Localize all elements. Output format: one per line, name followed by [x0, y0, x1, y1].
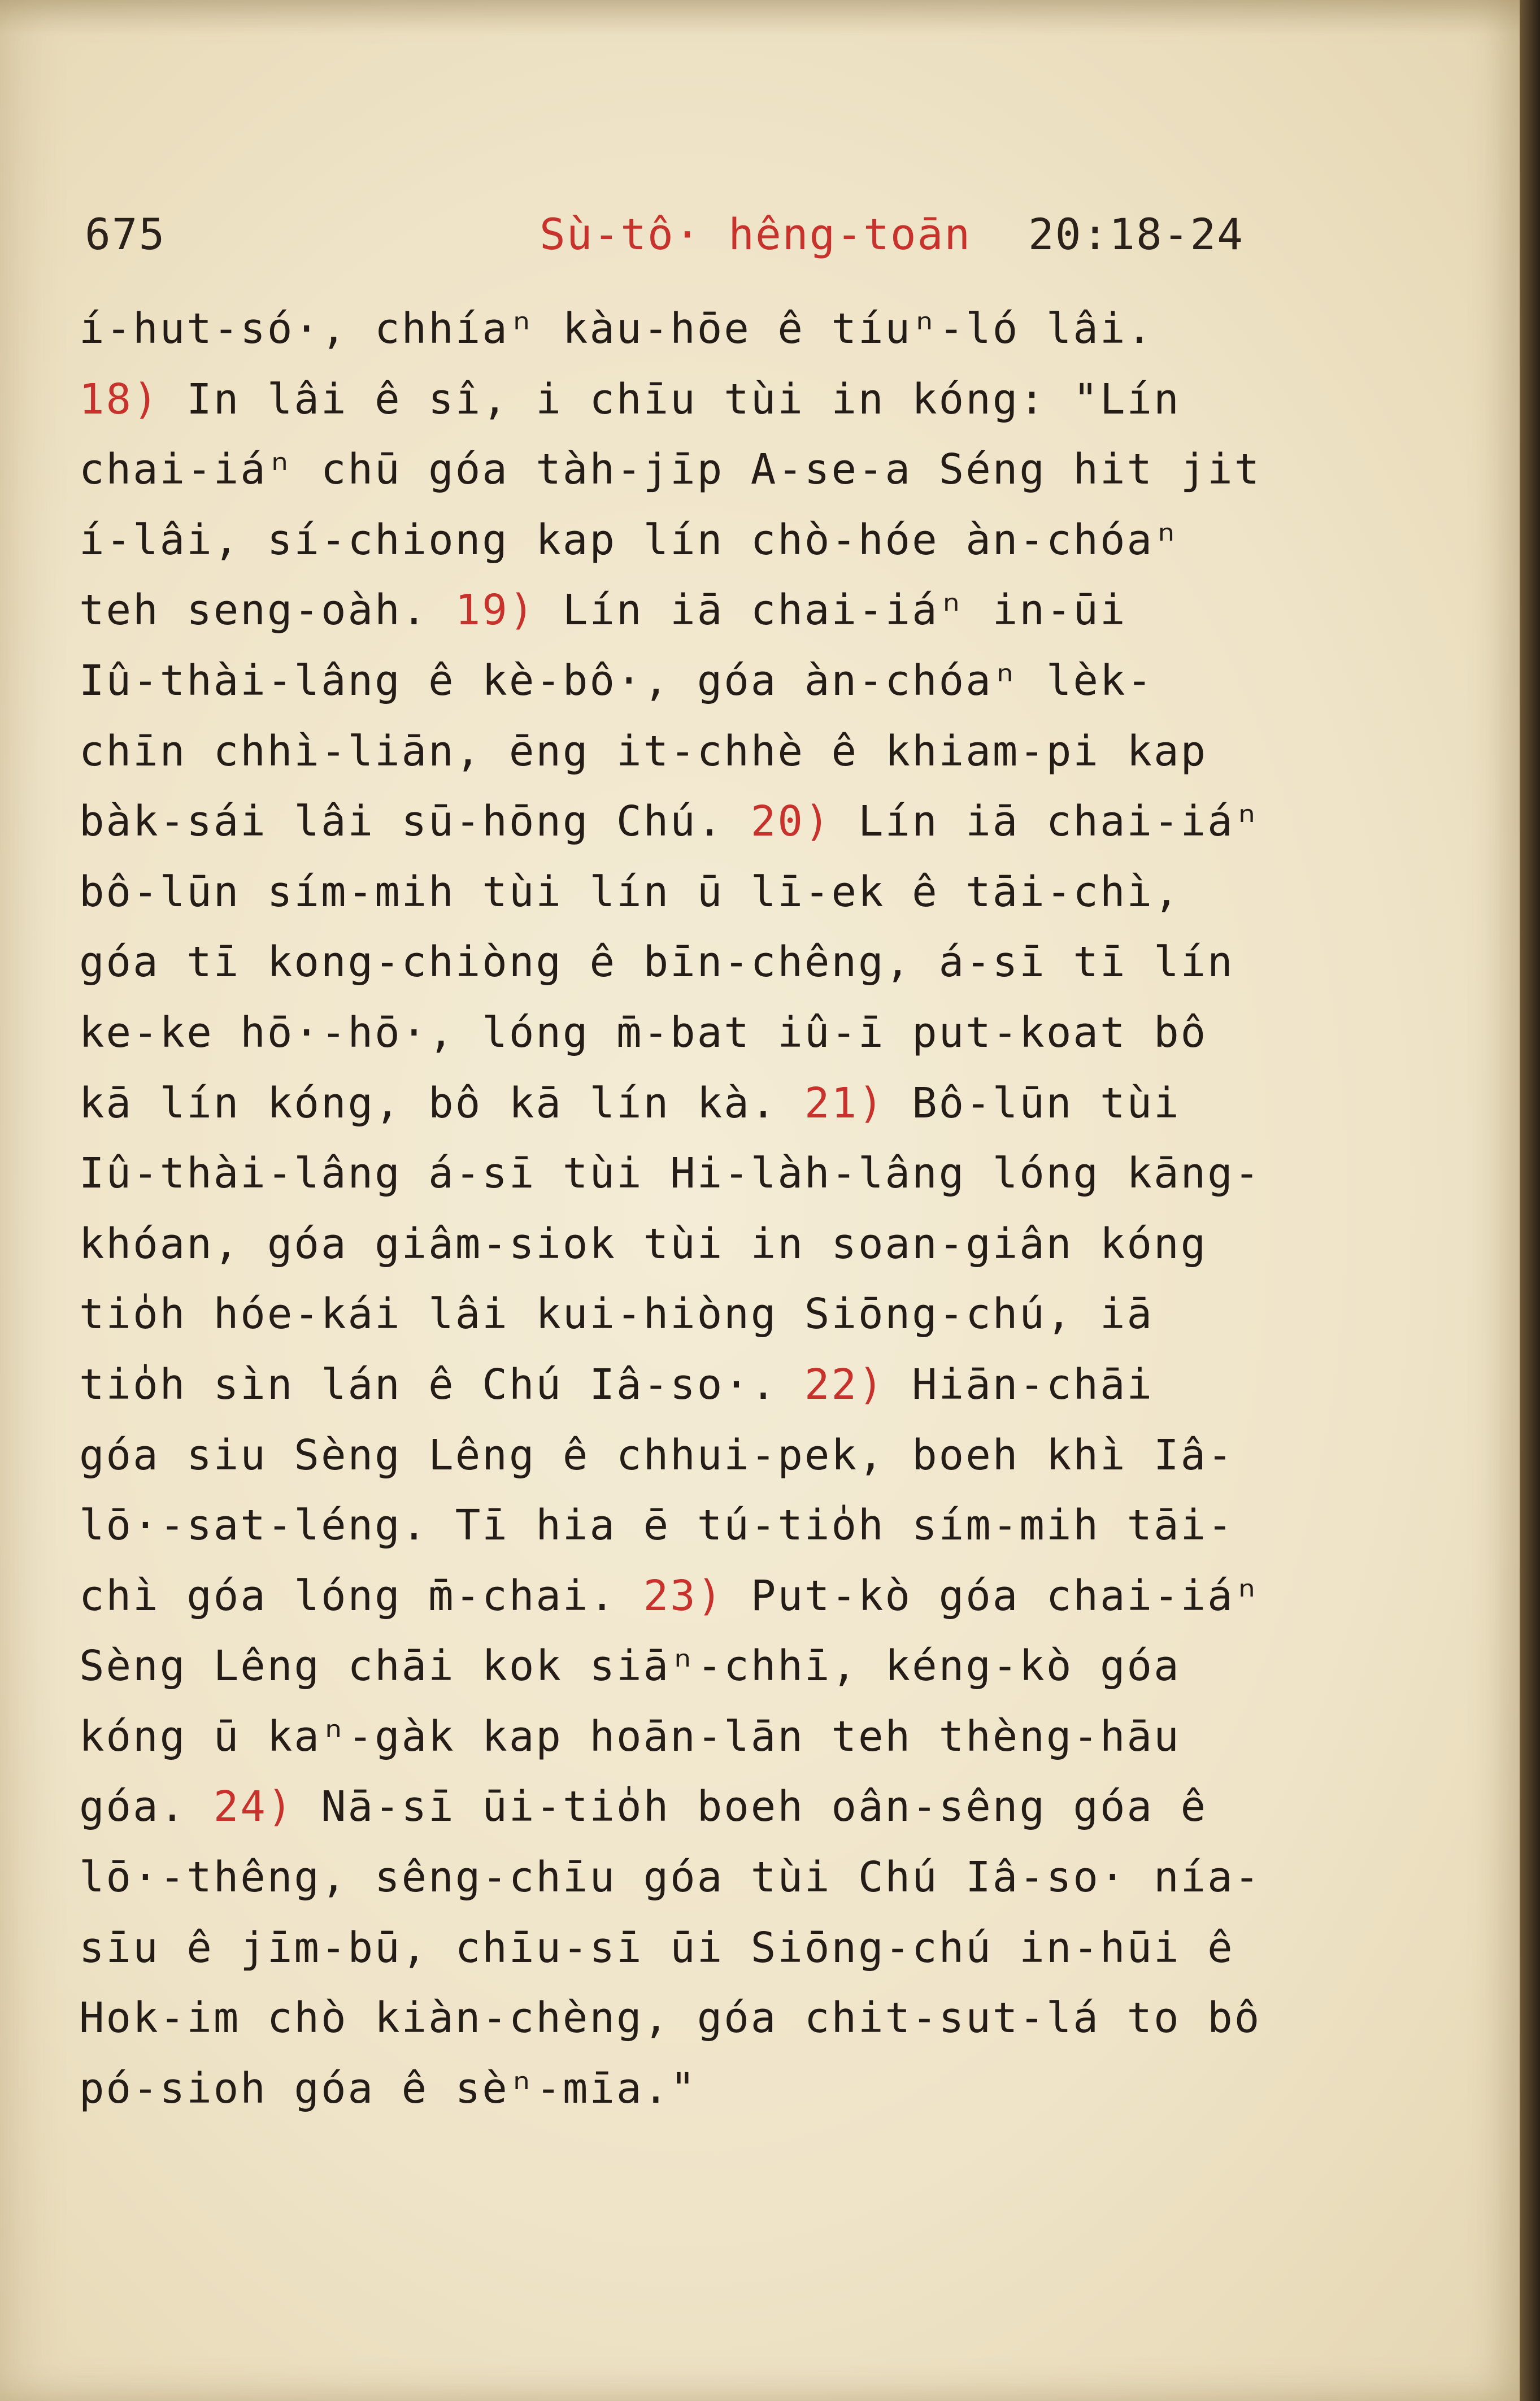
- verse-text: chì góa lóng m̄-chai.: [79, 1571, 643, 1620]
- verse-text: Bô-lūn tùi: [885, 1078, 1181, 1128]
- verse-number: 22): [804, 1360, 885, 1409]
- verse-text: Sèng Lêng chāi kok siāⁿ-chhī, kéng-kò góa: [79, 1642, 1181, 1691]
- verse-text: sīu ê jīm-bū, chīu-sī ūi Siōng-chú in-hūi ê: [79, 1923, 1234, 1972]
- verse-text: góa siu Sèng Lêng ê chhui-pek, boeh khì Iâ-: [79, 1430, 1234, 1480]
- verse-text: í-lâi, sí-chiong kap lín chò-hóe àn-chóaⁿ: [79, 515, 1181, 564]
- verse-number: 18): [79, 375, 160, 424]
- verse-text: lō·-sat-léng. Tī hia ē tú-tio̍h sím-mih tāi-: [79, 1501, 1234, 1550]
- verse-text: tio̍h hóe-kái lâi kui-hiòng Siōng-chú, iā: [79, 1290, 1154, 1339]
- text-line: [79, 646, 1390, 716]
- verse-text: góa tī kong-chiòng ê bīn-chêng, á-sī tī lín: [79, 938, 1234, 987]
- text-line: [79, 1561, 1390, 1632]
- text-line: [79, 1842, 1390, 1913]
- verse-text: í-hut-só·, chhíaⁿ kàu-hōe ê tíuⁿ-ló lâi.: [79, 305, 1154, 353]
- text-line: [79, 434, 1390, 505]
- verse-text: Iû-thài-lâng ê kè-bô·, góa àn-chóaⁿ lèk-: [79, 656, 1154, 705]
- verse-number: 21): [804, 1078, 885, 1128]
- verse-text: kā lín kóng, bô kā lín kà.: [79, 1078, 804, 1128]
- text-line: [79, 575, 1390, 646]
- verse-text: lō·-thêng, sêng-chīu góa tùi Chú Iâ-so· nía-: [79, 1853, 1261, 1902]
- verse-text: ke-ke hō·-hō·, lóng m̄-bat iû-ī put-koat bô: [79, 1008, 1208, 1057]
- verse-number: 24): [213, 1782, 294, 1832]
- verse-text: bô-lūn sím-mih tùi lín ū lī-ek ê tāi-chì,: [79, 867, 1181, 916]
- book-cover-edge: [1520, 0, 1540, 2401]
- text-line: [79, 716, 1390, 787]
- page-header: [85, 203, 1271, 266]
- verse-text: Nā-sī ūi-tio̍h boeh oân-sêng góa ê: [294, 1782, 1208, 1832]
- page-shadow: [0, 0, 1520, 34]
- verse-text: teh seng-oàh.: [79, 586, 455, 635]
- text-line: [79, 927, 1390, 998]
- text-line: [79, 1631, 1390, 1702]
- verse-text: Hok-im chò kiàn-chèng, góa chit-sut-lá to bô: [79, 1994, 1261, 2043]
- verse-text: chīn chhì-liān, ēng it-chhè ê khiam-pi kap: [79, 727, 1208, 776]
- verse-number: 20): [750, 797, 832, 846]
- verse-number: 19): [455, 586, 536, 635]
- verse-text: kóng ū kaⁿ-gàk kap hoān-lān teh thèng-hāu: [79, 1712, 1181, 1761]
- text-line: [79, 1138, 1390, 1209]
- text-line: [79, 2054, 1390, 2124]
- text-line: [79, 1350, 1390, 1420]
- verse-text: chai-iáⁿ chū góa tàh-jīp A-se-a Séng hit jit: [79, 445, 1261, 494]
- verse-text: Hiān-chāi: [885, 1360, 1154, 1409]
- verse-text: Lín iā chai-iáⁿ: [831, 797, 1261, 846]
- text-line: [79, 1420, 1390, 1491]
- verse-text: In lâi ê sî, i chīu tùi in kóng: "Lín: [159, 375, 1181, 424]
- verse-text: bàk-sái lâi sū-hōng Chú.: [79, 797, 751, 846]
- text-line: [79, 857, 1390, 928]
- text-line: [79, 998, 1390, 1068]
- text-line: [79, 1772, 1390, 1842]
- verse-text: khóan, góa giâm-siok tùi in soan-giân kóng: [79, 1219, 1208, 1268]
- running-head: Sù-tô· hêng-toān: [540, 209, 972, 259]
- verse-text: Lín iā chai-iáⁿ in-ūi: [536, 586, 1127, 635]
- text-line: [79, 1983, 1390, 2054]
- text-line: [79, 1702, 1390, 1772]
- text-line: [79, 505, 1390, 576]
- verse-text: góa.: [79, 1782, 214, 1832]
- verse-text: tio̍h sìn lán ê Chú Iâ-so·.: [79, 1360, 804, 1409]
- verse-text: Iû-thài-lâng á-sī tùi Hi-làh-lâng lóng kāng-: [79, 1149, 1261, 1198]
- text-line: [79, 364, 1390, 435]
- text-line: [79, 1490, 1390, 1561]
- chapter-verse-reference: 20:18-24: [1028, 209, 1245, 259]
- verse-number: 23): [643, 1571, 724, 1620]
- verse-text: Put-kò góa chai-iáⁿ: [724, 1571, 1261, 1620]
- text-line: [79, 294, 1390, 364]
- text-line: [79, 1068, 1390, 1139]
- verse-text: pó-sioh góa ê sèⁿ-mīa.": [79, 2064, 697, 2113]
- text-line: [79, 1209, 1390, 1280]
- text-line: [79, 1279, 1390, 1350]
- text-line: [79, 786, 1390, 857]
- text-line: [79, 1913, 1390, 1984]
- page-number: 675: [85, 209, 166, 259]
- body-text: [79, 294, 1390, 2124]
